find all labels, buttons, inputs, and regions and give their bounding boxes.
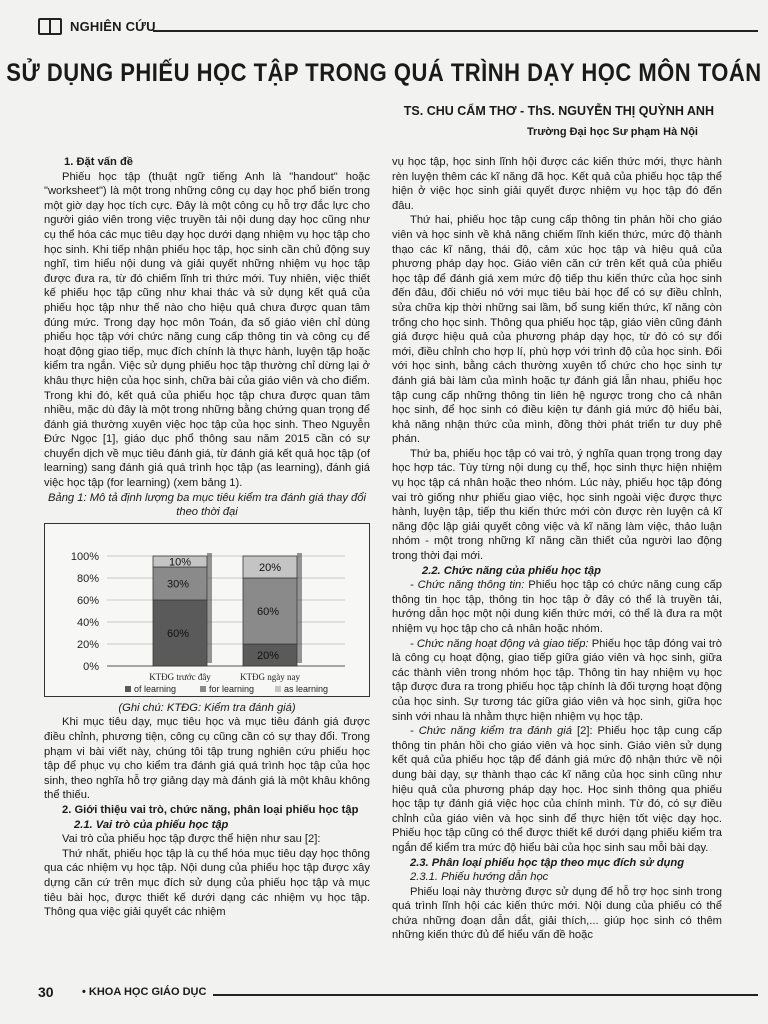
bar-depth: [297, 575, 302, 641]
heading-2-3-1: 2.3.1. Phiếu hướng dẫn học: [410, 871, 549, 884]
y-tick-label: 100%: [70, 550, 99, 563]
category-label: KTĐG trước đây: [149, 671, 211, 682]
journal-name: • KHOA HỌC GIÁO DỤC: [82, 986, 207, 998]
y-tick-label: 40%: [76, 616, 99, 629]
data-label: 30%: [166, 578, 190, 591]
heading-2-3: 2.3. Phân loại phiếu học tập theo mục đích sử dụng: [410, 856, 685, 869]
data-label: 20%: [258, 561, 282, 574]
bar-depth: [207, 553, 212, 564]
legend-swatch: [125, 686, 131, 692]
y-tick-label: 60%: [76, 594, 99, 607]
data-label: 60%: [166, 627, 190, 640]
paragraph: Thứ hai, phiếu học tập cung cấp thông tin phản hồi cho giáo viên và học sinh về khả năng chiếm lĩnh kiến thức, mức độ thành thạo các kĩ năng, thái độ, cảm xúc học tập và hiệu quả của phương pháp dạy học. Giáo viên căn cứ trên kết quả của phiếu học tập để đánh giá xem mức độ tiếp thu kiến thức của học sinh đến đâu, đối chiếu nó với mục tiêu bài học để có sự điều chỉnh, sửa chữa kịp thời những sai lầm, bổ sung kiến thức, kĩ năng còn trống cho học sinh. Thông qua phiếu học tập, giáo viên cũng đánh giá được hiệu quả của phương pháp dạy học, từ đó có sự đổi mới, điều chỉnh cho hợp lí, phù hợp với trình độ của học sinh. Đối với học sinh, bằng cách thường xuyên tổ chức cho học sinh tự đánh giá bài làm của mình hoặc tự đánh giá lẫn nhau, phiếu học tập cung cấp những thông tin liên hệ ngược trong cho cả nhân học sinh, để học sinh có điều kiện tự đánh giá mức độ hiểu bài, khả năng nhận thức của mình, đồng thời phát triển tư duy phê phán.: [392, 214, 722, 446]
affiliation: Trường Đại học Sư phạm Hà Nội: [526, 126, 698, 138]
y-tick-label: 0%: [83, 660, 99, 673]
left-column: [44, 155, 370, 920]
chart-svg: [45, 524, 369, 696]
chart-note: (Ghi chú: KTĐG: Kiểm tra đánh giá): [118, 701, 296, 714]
function-text: Phiếu học tập đóng vai trò là công cụ hoạt động, giao tiếp giữa giáo viên và học sinh, giữa các thành viên trong nhóm học tập. Thông tin hay nhiệm vụ học tập được đưa ra trong phiếu học tập chính là đối tượng hoạt động của học sinh. Sự tương tác giữa giáo viên và học sinh, giữa học sinh với nhau là nhằm thực hiện nhiệm vụ học tập.: [392, 637, 722, 723]
data-label: 60%: [256, 605, 280, 618]
paragraph: [392, 637, 722, 725]
paragraph: Phiếu loại này thường được sử dụng để hỗ trợ học sinh trong quá trình lĩnh hội các kiến thức mới. Nội dung của phiếu có thể chứa những đoạn dẫn dắt, giải thích,... giúp học sinh có thêm những kiến thức đủ để hiểu vấn đề hoặc: [392, 885, 722, 942]
paragraph: vụ học tập, học sinh lĩnh hội được các kiến thức mới, thực hành rèn luyện thêm các kĩ năng đã học. Kết quả của phiếu học tập thể hiện ở việc học sinh giải quyết được nhiệm vụ học tập đó đến đâu.: [392, 156, 722, 212]
heading-2-1: 2.1. Vai trò của phiếu học tập: [74, 818, 229, 831]
function-text: [2]: Phiếu học tập cung cấp thông tin phản hồi cho giáo viên và học sinh. Giáo viên sử dụng kết quả của phiếu học tập để đánh giá mức độ nhận thức về nội dung bài dạy, sự thành thạo các kĩ năng của học sinh cũng như hiệu quả của phương pháp dạy học. Học sinh thông qua phiếu học tập tự đánh giá việc học của chính mình. Từ đó, có sự điều chỉnh của giáo viên và học sinh để thực hiện tốt việc dạy học. Phiếu học tập cũng có thể được thiết kế dưới dạng phiếu kiểm tra ngắn để kiểm tra mức độ hiểu bài của học sinh sau mỗi bài dạy.: [392, 725, 722, 854]
function-label: - Chức năng hoạt động và giao tiếp:: [410, 637, 589, 650]
legend-label: as learning: [284, 683, 329, 694]
footer-rule: [213, 994, 758, 996]
header-rule: [153, 30, 758, 32]
table-caption: Bảng 1: Mô tả định lượng ba mục tiêu kiểm tra đánh giá thay đổi theo thời đại: [48, 491, 366, 519]
legend-swatch: [200, 686, 206, 692]
data-label: 10%: [168, 556, 192, 569]
bar-depth: [207, 564, 212, 597]
bar-depth: [207, 597, 212, 663]
function-label: - Chức năng kiểm tra đánh giá: [410, 725, 573, 738]
bar-depth: [297, 553, 302, 575]
legend-swatch: [275, 686, 281, 692]
heading-2: 2. Giới thiệu vai trò, chức năng, phân loại phiếu học tập: [62, 804, 359, 816]
legend-label: of learning: [134, 683, 177, 694]
function-text: Phiếu học tập có chức năng cung cấp thông tin học tập, thông tin học tập ở đây có thể là truyền tải, hướng dẫn học một nội dung kiến thức mới, có thể là đưa ra một nhiệm vụ học tập cho cả nhân hoặc nhóm.: [392, 579, 722, 635]
heading-1: 1. Đặt vấn đề: [64, 156, 134, 168]
paragraph: Vai trò của phiếu học tập được thể hiện như sau [2]:: [62, 833, 321, 846]
stacked-bar-chart: [44, 523, 370, 697]
page-header: [38, 14, 758, 40]
bar-depth: [297, 641, 302, 663]
section-label: NGHIÊN CỨU: [70, 19, 156, 34]
authors: TS. CHU CẨM THƠ - ThS. NGUYỄN THỊ QUỲNH ANH: [403, 104, 714, 118]
paragraph: Thứ nhất, phiếu học tập là cụ thể hóa mục tiêu dạy học thông qua các nhiệm vụ học tập. Nội dung của phiếu học tập được xây dựng căn cứ trên mục đích sử dụng của phiếu học tập và mục tiêu bài học, được thiết kế dưới dạng các nhiệm vụ học tập. Thông qua việc giải quyết các nhiệm: [44, 847, 370, 919]
legend-label: for learning: [209, 683, 255, 694]
article-title: SỬ DỤNG PHIẾU HỌC TẬP TRONG QUÁ TRÌNH DẠY HỌC MÔN TOÁN: [6, 58, 762, 87]
page-number: 30: [38, 984, 54, 1000]
paragraph: Phiếu học tập (thuật ngữ tiếng Anh là "handout" hoặc "worksheet") là một trong những công cụ dạy học phổ biến trong một giờ dạy học tích cực. Đây là một công cụ hỗ trợ đắc lực cho người giáo viên trong việc truyền tải nội dung dạy học cũng như cụ thể hóa các mục tiêu dạy học dưới dạng nhiệm vụ học tập cho học sinh. Khi tiếp nhận phiếu học tập, học sinh cần chủ động suy nghĩ, tìm hiểu nội dung và giải quyết những nhiệm vụ học tập được đưa ra, từ đó chiếm lĩnh tri thức mới. Tuy nhiên, việc thiết kế phiếu học tập cũng như khai thác và sử dụng kết quả của phiếu học tập như thế nào cho hiệu quả chưa được quan tâm đúng mức. Trong dạy học môn Toán, đa số giáo viên chỉ dùng phiếu học tập với chức năng cung cấp thông tin và công cụ để hoạt động giao tiếp, mục đích chính là thực hành, luyện tập hoặc kiểm tra ngắn. Việc sử dụng phiếu học tập thường chỉ dừng lại ở khâu thực hiện của học sinh, chữa bài của giáo viên và cho điểm. Trong khi đó, kết quả của phiếu học tập chưa được quan tâm nhiều, mặc dù đây là một trong những bằng chứng quan trọng để đánh giá thường xuyên việc học tập của học sinh. Theo Nguyễn Đức Ngọc [1], giáo dục phổ thông sau năm 2015 cần có sự chuyển dịch về mục tiêu đánh giá, từ đánh giá kết quả học tập (of learning) sang đánh giá quá trình học tập (as learning), đánh giá việc học tập (for learning) (xem bảng 1).: [44, 170, 370, 490]
y-tick-label: 20%: [76, 638, 99, 651]
heading-2-2: 2.2. Chức năng của phiếu học tập: [422, 564, 601, 577]
paragraph: Khi mục tiêu dạy, mục tiêu học và mục tiêu đánh giá được điều chỉnh, phương tiện, công cụ cũng cần có sự thay đổi. Trong phạm vi bài viết này, chúng tôi tập trung nghiên cứu phiếu học tập để phục vụ cho kiểm tra đánh giá quá trình học tập của học sinh, theo nghĩa hỗ trợ giảng dạy mà đánh giá là một khâu không thể thiếu.: [44, 716, 370, 802]
page-footer: [38, 982, 758, 1004]
category-label: KTĐG ngày nay: [240, 671, 300, 682]
right-column: [392, 155, 722, 943]
book-icon: [38, 18, 62, 35]
paragraph: [392, 724, 722, 855]
paragraph: Thứ ba, phiếu học tập có vai trò, ý nghĩa quan trọng trong dạy học hợp tác. Tùy từng nội dung cụ thể, học sinh thực hiện nhiệm vụ học tập cá nhân hoặc theo nhóm. Lúc này, phiếu học tập đóng vai trò giống như phiếu giao việc, học sinh ngoài việc được thực hành, luyện tập, tiếp thu kiến thức mới còn được rèn luyện cả kĩ năng độc lập giải quyết công việc và kĩ năng làm việc, thảo luận nhóm - một trong những kĩ năng cần thiết của người lao động trong thời đại mới.: [392, 447, 722, 563]
y-tick-label: 80%: [76, 572, 99, 585]
paragraph: [392, 578, 722, 636]
data-label: 20%: [256, 649, 280, 662]
function-label: - Chức năng thông tin:: [410, 579, 525, 592]
